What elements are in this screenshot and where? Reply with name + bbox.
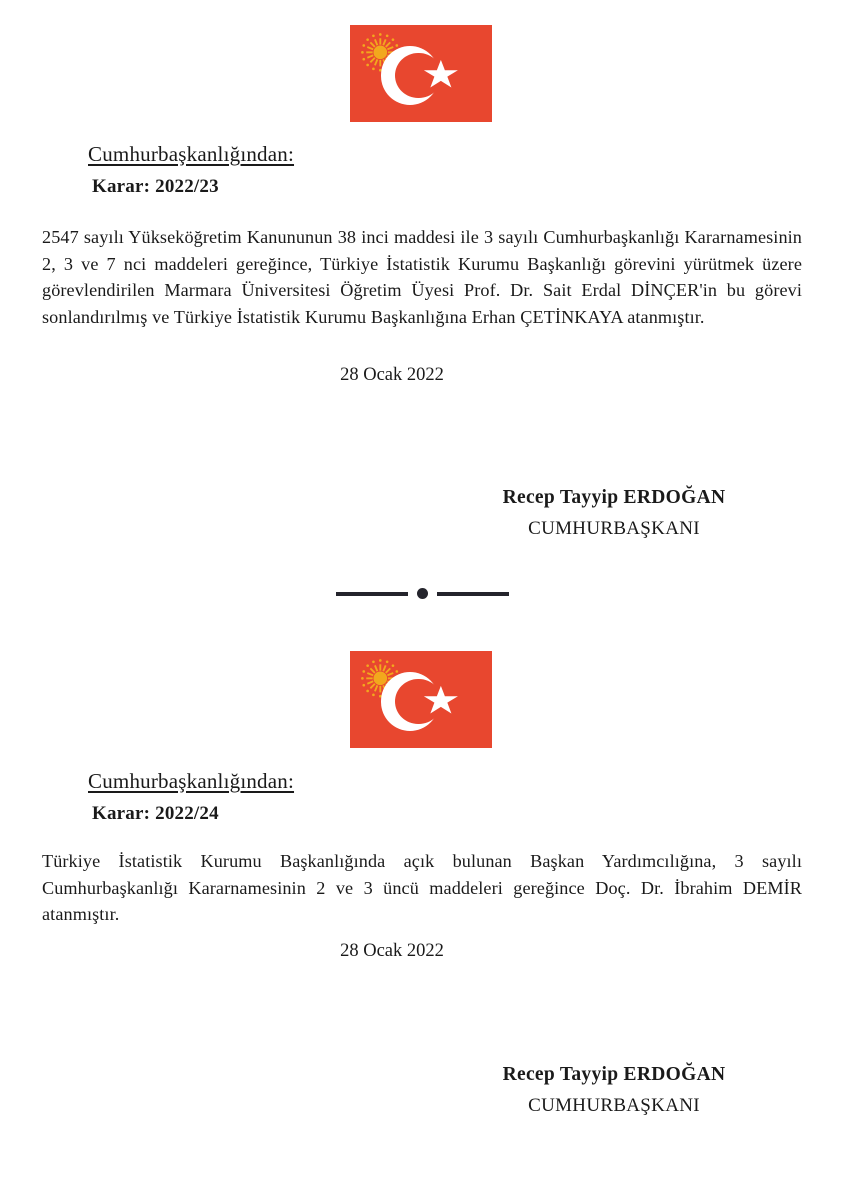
decree-2-issuer-heading: Cumhurbaşkanlığından: [88, 769, 295, 793]
decree-2-body-text: Türkiye İstatistik Kurumu Başkanlığında açık bulunan Başkan Yardımcılığına, 3 sayılı Cumhurbaşkanlığı Kararnamesinin 2 ve 3 üncü maddeleri gereğince Doç. Dr. İbrahim DEMİR atanmıştır. [42, 851, 802, 924]
decree-2-karar-number: Karar: 2022/24 [92, 803, 219, 824]
flag-field [350, 25, 492, 122]
separator-bar-right [437, 592, 509, 596]
flag-field-2 [350, 651, 492, 748]
separator-dot-icon [417, 588, 428, 599]
decree-2-date: 28 Ocak 2022 [340, 941, 444, 961]
decree-2-signature-block [444, 1064, 784, 1117]
decree-1-issuer-heading: Cumhurbaşkanlığından: [88, 142, 295, 166]
turkish-presidential-flag-emblem-2 [350, 651, 492, 748]
decree-1-date: 28 Ocak 2022 [340, 365, 444, 385]
decree-1-karar-number: Karar: 2022/23 [92, 176, 219, 197]
decree-1-signatory-name: Recep Tayyip ERDOĞAN [502, 487, 726, 508]
section-separator [0, 588, 844, 599]
decree-1-signature-block [444, 487, 784, 540]
decree-2-signatory-name: Recep Tayyip ERDOĞAN [502, 1064, 726, 1085]
decree-1-body-text: 2547 sayılı Yükseköğretim Kanununun 38 inci maddesi ile 3 sayılı Cumhurbaşkanlığı Kararnamesinin 2, 3 ve 7 nci maddeleri gereğince, Türkiye İstatistik Kurumu Başkanlığı görevini yürütmek üzere görevlendirilen Marmara Üniversitesi Öğretim Üyesi Prof. Dr. Sait Erdal DİNÇER'in bu görevi sonlandırılmış ve Türkiye İstatistik Kurumu Başkanlığına Erhan ÇETİNKAYA atanmıştır. [42, 227, 802, 327]
turkish-presidential-flag-emblem [350, 25, 492, 122]
separator-bar-left [336, 592, 408, 596]
decree-2-signatory-title: CUMHURBAŞKANI [528, 1095, 700, 1116]
decree-1-signatory-title: CUMHURBAŞKANI [528, 518, 700, 539]
